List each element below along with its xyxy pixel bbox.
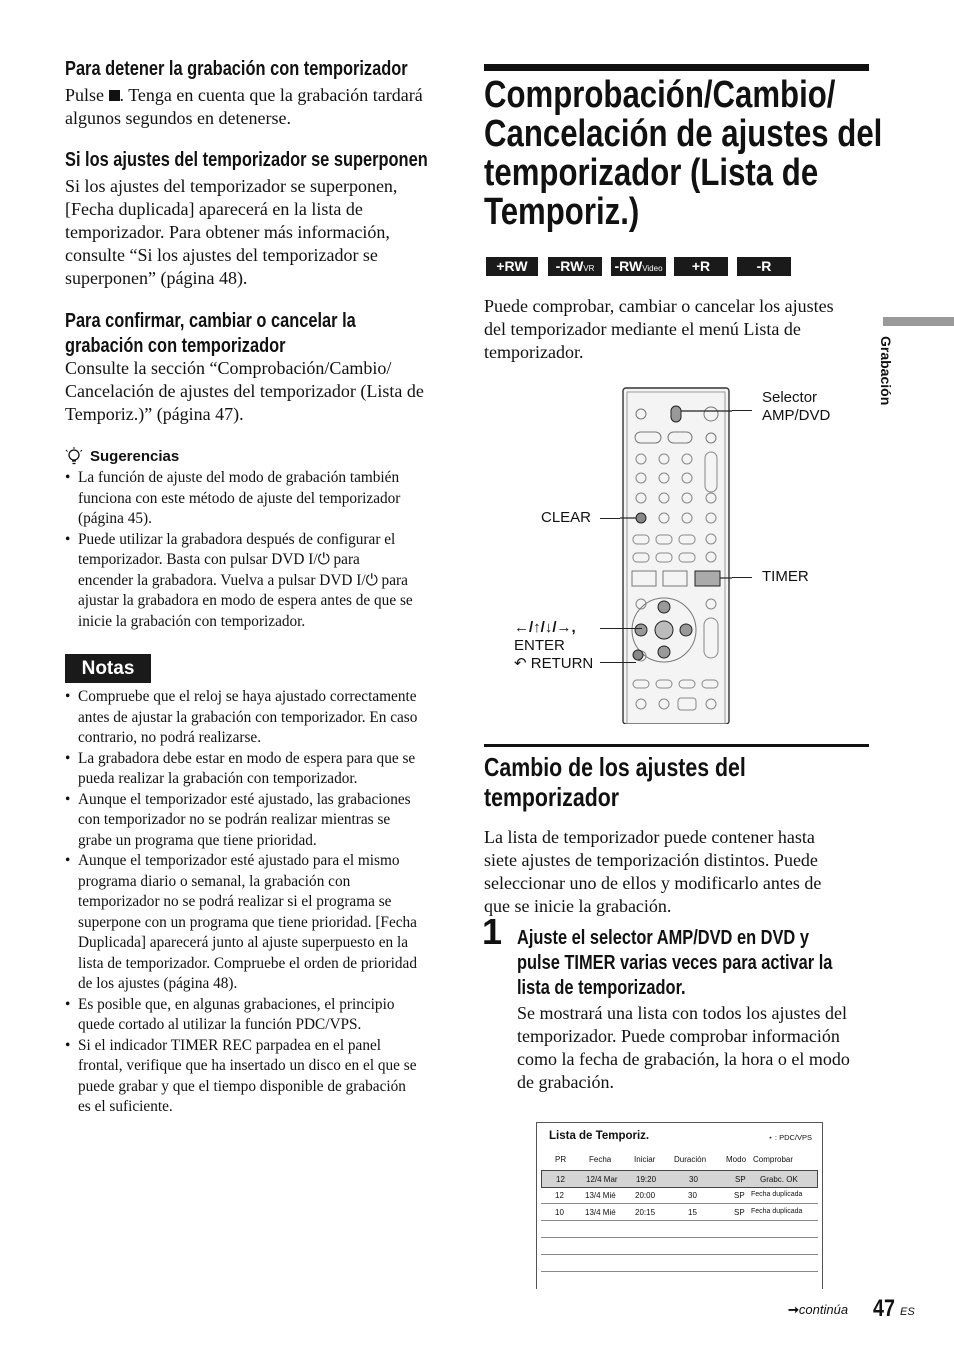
nav-label: ←/↑/↓/→, ENTER ↶ RETURN <box>514 619 594 672</box>
stop-icon <box>109 90 120 101</box>
list-item: • La función de ajuste del modo de grabación también funciona con este método de ajuste del temporizador (página 45). <box>65 468 455 530</box>
continue-note: ➞continúa <box>788 1302 849 1317</box>
step-body: Se mostrará una lista con todos los ajustes del temporizador. Puede comprobar información como la fecha de grabación, la hora o el modo de grabación. <box>517 1003 850 1092</box>
disc-tag: -RWVR <box>548 257 602 276</box>
notes-badge: Notas <box>65 654 151 683</box>
table-row <box>541 1221 818 1238</box>
confirm-heading: Para confirmar, cambiar o cancelar la grabación con temporizador <box>65 310 356 357</box>
side-tab-bar <box>883 317 954 326</box>
main-title: Comprobación/Cambio/ Cancelación de ajustes del temporizador (Lista de Temporiz.) <box>484 74 883 233</box>
callout-line <box>600 628 642 629</box>
stop-heading: Para detener la grabación con temporizador <box>65 58 408 80</box>
page-number: 47 <box>873 1295 895 1322</box>
selector-label: Selector AMP/DVD <box>762 389 831 424</box>
disc-tag: +R <box>674 257 728 276</box>
disc-tag: -R <box>737 257 791 276</box>
list-item: • Puede utilizar la grabadora después de configurar el temporizador. Basta con pulsar DVD I/⏻ para encender la grabadora. Vuelva a pulsar DVD I/⏻ para ajustar la grabadora en modo de espera antes de que se inicie la grabación con temporizador. <box>65 530 455 633</box>
disc-tag: -RWVideo <box>611 257 666 276</box>
disc-tag: +RW <box>486 257 538 276</box>
timer-list-screen <box>536 1122 823 1289</box>
intro-text: Puede comprobar, cambiar o cancelar los ajustes del temporizador mediante el menú Lista de temporizador. <box>484 296 834 362</box>
callout-line <box>732 577 752 578</box>
timer-label: TIMER <box>762 568 809 585</box>
language-code: ES <box>900 1306 915 1318</box>
list-item: • Es posible que, en algunas grabaciones, el principio quede cortado al utilizar la función PDC/VPS. <box>65 995 455 1036</box>
confirm-body: Consulte la sección “Comprobación/Cambio/ Cancelación de ajustes del temporizador (Lista de Temporiz.)” (página 47). <box>65 358 424 424</box>
table-row <box>541 1255 818 1272</box>
return-icon: ↶ <box>514 655 527 672</box>
side-tab-label: Grabación <box>878 336 894 406</box>
table-row: 10 13/4 Mié 20:15 15 SP Fecha duplicada <box>541 1204 818 1221</box>
section-title: Cambio de los ajustes del temporizador <box>484 752 746 812</box>
overlap-body: Si los ajustes del temporizador se superponen, [Fecha duplicada] aparecerá en la lista de temporizador. Para obtener más información, consulte “Si los ajustes del temporizador se superponen” (página 48). <box>65 176 398 288</box>
section-rule <box>484 744 869 747</box>
table-row: 12 12/4 Mar 19:20 30 SP Grabc. OK <box>541 1170 818 1188</box>
callout-line <box>732 410 752 411</box>
callout-line <box>600 662 636 663</box>
table-row: 12 13/4 Mié 20:00 30 SP Fecha duplicada <box>541 1187 818 1204</box>
remote-control-illustration <box>620 386 732 724</box>
timer-list-header: PR Fecha Iniciar Duración Modo Comprobar <box>555 1155 794 1164</box>
notes-list <box>65 687 455 1118</box>
lightbulb-icon <box>65 447 83 467</box>
overlap-heading: Si los ajustes del temporizador se superponen <box>65 149 428 171</box>
list-item: • Compruebe que el reloj se haya ajustado correctamente antes de ajustar la grabación con temporizador. En caso contrario, no podrá realizarse. <box>65 687 455 749</box>
list-item: • La grabadora debe estar en modo de espera para que se pueda realizar la grabación con temporizador. <box>65 749 455 790</box>
step-number: 1 <box>482 911 503 952</box>
table-row <box>541 1272 818 1288</box>
list-item: • Aunque el temporizador esté ajustado para el mismo programa diario o semanal, la grabación con temporizador no se podrá realizar si el programa se superpone con un programa que tiene prioridad. [Fecha Duplicada] aparecerá junto al ajuste superpuesto en la lista de temporizador. Compruebe el orden de prioridad de los ajustes (página 48). <box>65 851 455 995</box>
title-rule <box>484 64 869 71</box>
clear-label: CLEAR <box>541 509 592 526</box>
table-row <box>541 1238 818 1255</box>
stop-body: Pulse . Tenga en cuenta que la grabación tardará algunos segundos en detenerse. <box>65 85 423 128</box>
callout-line <box>600 518 620 519</box>
timer-list-title: Lista de Temporiz. <box>549 1130 650 1142</box>
timer-list-legend: ⋆ : PDC/VPS <box>768 1133 812 1142</box>
tips-list <box>65 468 455 632</box>
list-item: • Aunque el temporizador esté ajustado, las grabaciones con temporizador no se podrán realizar mientras se grabe un programa que tiene prioridad. <box>65 790 455 852</box>
section-body: La lista de temporizador puede contener hasta siete ajustes de temporización distintos. Puede seleccionar uno de ellos y modificarlo antes de que se inicie la grabación. <box>484 827 822 916</box>
arrow-right-icon: ➞ <box>788 1302 799 1317</box>
tips-title: Sugerencias <box>90 448 180 465</box>
list-item: • Si el indicador TIMER REC parpadea en el panel frontal, verifique que ha insertado un disco en el que se puede grabar y que el tiempo disponible de grabación es el suficiente. <box>65 1036 455 1118</box>
step-heading: Ajuste el selector AMP/DVD en DVD y pulse TIMER varias veces para activar la lista de temporizador. <box>517 927 833 999</box>
